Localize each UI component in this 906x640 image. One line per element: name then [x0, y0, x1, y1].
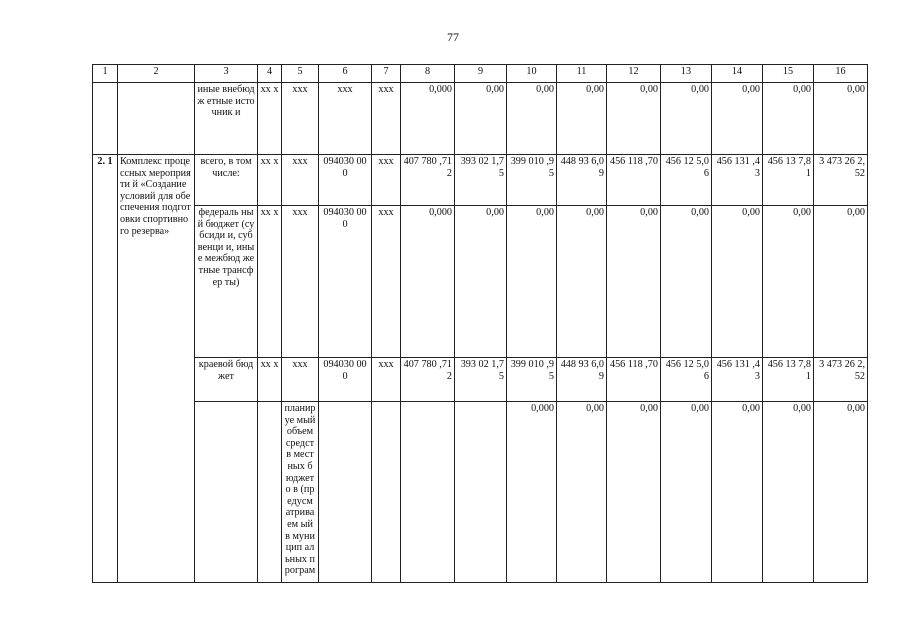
value-cell: 0,00	[763, 402, 814, 583]
value-cell: 0,00	[814, 83, 868, 155]
value-cell: 0,000	[401, 206, 455, 358]
source-cell: иные внебюдж етные источник и	[195, 83, 258, 155]
code-cell: ххх	[282, 155, 319, 206]
value-cell: 0,00	[557, 83, 607, 155]
value-cell: 448 93 6,09	[557, 155, 607, 206]
value-cell: 456 12 5,06	[661, 358, 712, 402]
value-cell: 399 010 ,95	[507, 358, 557, 402]
value-cell: 3 473 26 2,52	[814, 358, 868, 402]
table-row	[93, 206, 868, 358]
code-cell: ххх	[282, 358, 319, 402]
code-cell: ххх	[372, 358, 401, 402]
value-cell: 456 118 ,70	[607, 155, 661, 206]
header-cell: 16	[814, 65, 868, 83]
header-cell: 9	[455, 65, 507, 83]
value-cell: 0,00	[607, 402, 661, 583]
value-cell: 0,00	[712, 206, 763, 358]
value-cell: 407 780 ,712	[401, 155, 455, 206]
source-cell: краевой бюджет	[195, 358, 258, 402]
code-cell: 094030 000	[319, 206, 372, 358]
value-cell: 0,00	[557, 206, 607, 358]
code-cell: 094030 000	[319, 155, 372, 206]
value-cell: 0,00	[763, 206, 814, 358]
value-cell: 456 118 ,70	[607, 358, 661, 402]
header-cell: 12	[607, 65, 661, 83]
value-cell: 399 010 ,95	[507, 155, 557, 206]
header-cell: 5	[282, 65, 319, 83]
header-cell: 4	[258, 65, 282, 83]
value-cell: 0,00	[661, 206, 712, 358]
source-cell: федераль ный бюджет (субсиди и, субвенци и, иные межбюд жетные трансфер ты)	[195, 206, 258, 358]
value-cell: 0,00	[455, 83, 507, 155]
header-cell: 2	[118, 65, 195, 83]
value-cell: 0,00	[507, 206, 557, 358]
value-cell: 407 780 ,712	[401, 358, 455, 402]
value-cell: 0,00	[455, 206, 507, 358]
code-cell: хх х	[258, 83, 282, 155]
source-cell: всего, в том числе:	[195, 155, 258, 206]
value-cell: 0,00	[661, 83, 712, 155]
header-cell: 3	[195, 65, 258, 83]
code-cell: ххх	[372, 155, 401, 206]
header-cell: 14	[712, 65, 763, 83]
header-cell: 15	[763, 65, 814, 83]
code-cell	[372, 402, 401, 583]
code-cell	[401, 402, 455, 583]
code-cell: хх х	[258, 358, 282, 402]
table-row	[93, 402, 868, 583]
value-cell: 0,00	[557, 402, 607, 583]
value-cell: 0,000	[507, 402, 557, 583]
value-cell: 0,00	[763, 83, 814, 155]
value-cell: 456 13 7,81	[763, 358, 814, 402]
value-cell: 0,00	[607, 206, 661, 358]
code-cell: хх х	[258, 206, 282, 358]
code-cell: ххх	[372, 206, 401, 358]
table-cell	[118, 83, 195, 155]
value-cell: 456 131 ,43	[712, 155, 763, 206]
table-cell	[258, 402, 282, 583]
code-cell: ххх	[319, 83, 372, 155]
value-cell: 0,00	[814, 402, 868, 583]
code-cell: 094030 000	[319, 358, 372, 402]
table-cell	[195, 402, 258, 583]
value-cell: 0,000	[401, 83, 455, 155]
value-cell: 448 93 6,09	[557, 358, 607, 402]
header-cell: 13	[661, 65, 712, 83]
code-cell: ххх	[372, 83, 401, 155]
program-name-cell: Комплекс процессных мероприяти й «Создание условий для обеспечения подготовки спортивного резерва»	[118, 155, 195, 583]
value-cell: 0,00	[507, 83, 557, 155]
code-cell: хх х	[258, 155, 282, 206]
header-cell: 6	[319, 65, 372, 83]
code-cell: ххх	[282, 206, 319, 358]
source-cell: планируе мый объем средств местных бюджето в (предусм атриваем ый в муницип альных програм	[282, 402, 319, 583]
value-cell: 456 13 7,81	[763, 155, 814, 206]
value-cell: 0,00	[661, 402, 712, 583]
code-cell	[455, 402, 507, 583]
value-cell: 3 473 26 2,52	[814, 155, 868, 206]
table-cell	[93, 83, 118, 155]
budget-table	[92, 64, 868, 583]
value-cell: 0,00	[712, 402, 763, 583]
value-cell: 456 131 ,43	[712, 358, 763, 402]
header-cell: 1	[93, 65, 118, 83]
page-number: 77	[447, 30, 459, 44]
code-cell	[319, 402, 372, 583]
code-cell: ххх	[282, 83, 319, 155]
value-cell: 0,00	[712, 83, 763, 155]
value-cell: 393 02 1,75	[455, 358, 507, 402]
row-number-cell: 2. 1	[93, 155, 118, 583]
header-cell: 11	[557, 65, 607, 83]
table-row	[93, 358, 868, 402]
header-cell: 8	[401, 65, 455, 83]
value-cell: 393 02 1,75	[455, 155, 507, 206]
header-cell: 10	[507, 65, 557, 83]
table-row	[93, 83, 868, 155]
value-cell: 0,00	[814, 206, 868, 358]
table-row	[93, 155, 868, 206]
value-cell: 456 12 5,06	[661, 155, 712, 206]
value-cell: 0,00	[607, 83, 661, 155]
header-row	[93, 65, 868, 83]
header-cell: 7	[372, 65, 401, 83]
